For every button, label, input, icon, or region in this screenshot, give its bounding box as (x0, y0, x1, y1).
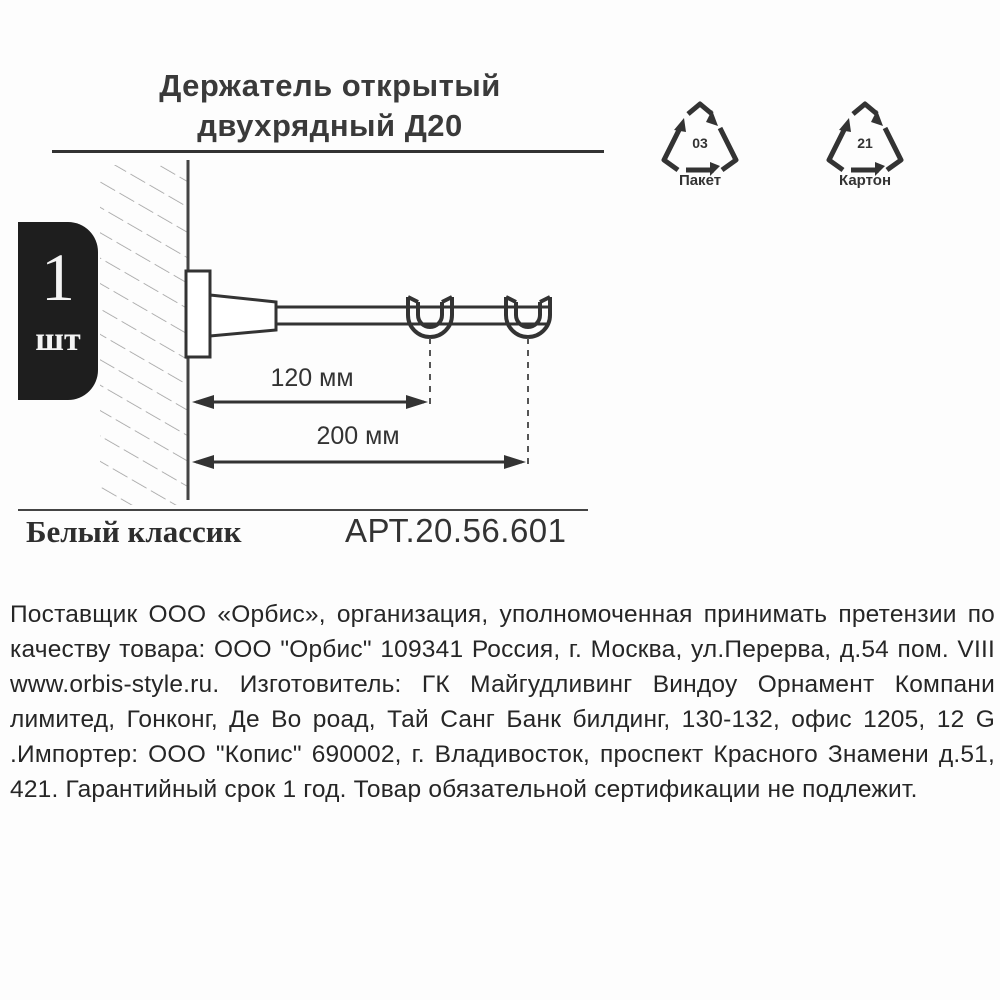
supplier-info-text: Поставщик ООО «Орбис», организация, уполномоченная принимать претензии по качеству товара: ООО "Орбис" 109341 Россия, г. Москва, ул.Перерва, д.54 пом. VIII www.orbis-style.ru. Изготовитель: ГК Майгудливинг Виндоу Орнамент Компани лимитед, Гонконг, Де Во роад, Тай Санг Банк билдинг, 130-132, офис 1205, 12 G .Импортер: ООО "Копис" 690002, г. Владивосток, проспект Красного Знамени д.51, 421. Гарантийный срок 1 год. Товар обязательной сертификации не подлежит. (10, 601, 995, 803)
product-title (60, 66, 600, 146)
dimension-inner (192, 364, 428, 409)
recycle-triangle-icon (823, 100, 907, 176)
hook-outer (506, 297, 550, 337)
recycling-label: Картон (838, 172, 892, 189)
product-title-line-2: двухрядный Д20 (197, 108, 463, 143)
holder-diagram (0, 150, 620, 520)
dimension-inner-label: 120 мм (270, 364, 354, 392)
product-divider (18, 509, 588, 511)
dimension-outer-label: 200 мм (316, 422, 400, 450)
product-color-name: Белый классик (26, 514, 242, 549)
recycle-triangle-icon (658, 100, 742, 176)
recycling-symbol-cardboard (810, 100, 920, 189)
hook-inner (408, 297, 452, 337)
mounting-plate (186, 271, 210, 357)
bracket-base (210, 295, 276, 336)
dimension-outer (192, 422, 526, 469)
recycling-code: 21 (857, 135, 873, 151)
quantity-unit: шт (35, 321, 81, 358)
recycling-code: 03 (692, 135, 708, 151)
wall-hatch (100, 165, 188, 505)
quantity-value: 1 (41, 239, 75, 315)
recycling-symbol-packet (645, 100, 755, 189)
recycling-label: Пакет (678, 172, 722, 189)
product-title-line-1: Держатель открытый (159, 68, 501, 103)
article-number: АРТ.20.56.601 (345, 512, 567, 549)
